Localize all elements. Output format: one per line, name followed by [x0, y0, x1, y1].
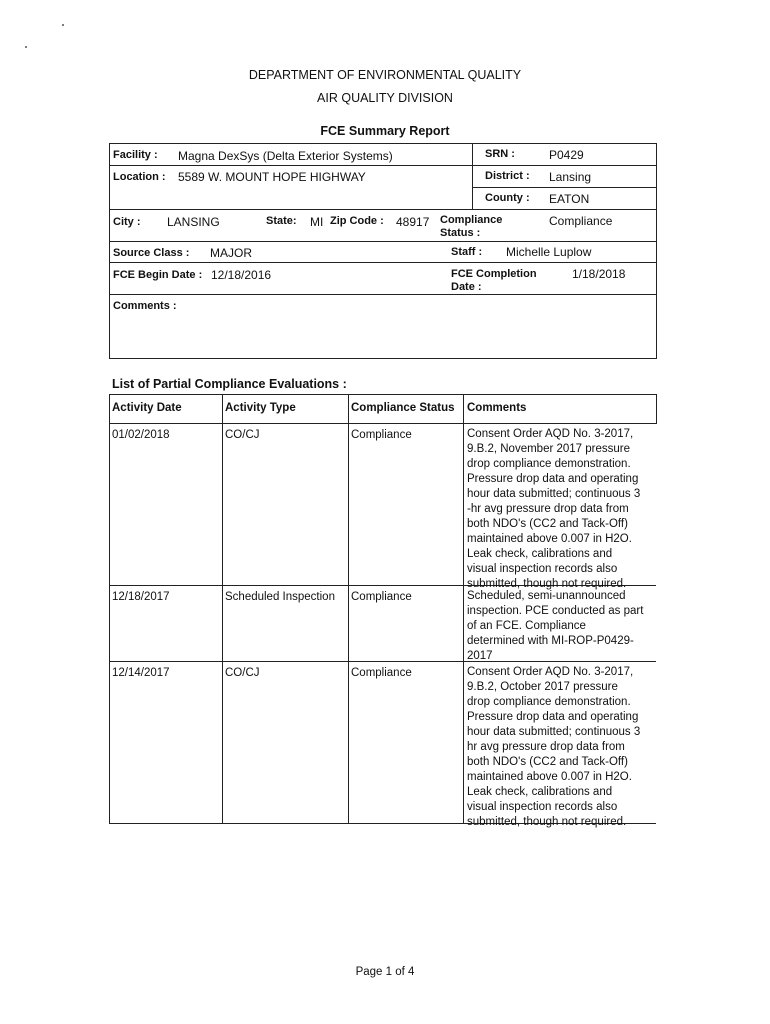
- row-2-activity-type: Scheduled Inspection: [225, 591, 335, 603]
- compliance-status-value: Compliance: [549, 214, 613, 228]
- column-header-compliance-status: Compliance Status: [351, 402, 455, 414]
- division-title: AIR QUALITY DIVISION: [317, 91, 453, 105]
- city-value: LANSING: [167, 215, 220, 229]
- source-class-label: Source Class :: [113, 247, 190, 259]
- comment-line: inspection. PCE conducted as part: [467, 605, 644, 617]
- scan-speck: [62, 24, 64, 26]
- county-label: County :: [485, 192, 530, 204]
- comment-line: hr avg pressure drop data from: [467, 741, 625, 753]
- column-header-activity-date: Activity Date: [112, 402, 182, 414]
- row-1-activity-type: CO/CJ: [225, 429, 260, 441]
- evaluations-title: List of Partial Compliance Evaluations :: [112, 377, 347, 391]
- facility-label: Facility :: [113, 149, 158, 161]
- compliance-status-label: Compliance: [440, 214, 503, 226]
- row-1-activity-date: 01/02/2018: [112, 429, 170, 441]
- zip-value: 48917: [396, 215, 430, 229]
- fce-completion-value: 1/18/2018: [572, 267, 626, 281]
- fce-begin-value: 12/18/2016: [211, 268, 272, 282]
- comment-line: of an FCE. Compliance: [467, 620, 586, 632]
- comment-line: 9.B.2, October 2017 pressure: [467, 681, 618, 693]
- scan-speck: [25, 46, 27, 48]
- staff-label: Staff :: [451, 246, 483, 258]
- row-3-compliance-status: Compliance: [351, 667, 412, 679]
- facility-value: Magna DexSys (Delta Exterior Systems): [178, 149, 393, 163]
- comment-line: visual inspection records also: [467, 563, 618, 575]
- row-2-activity-date: 12/18/2017: [112, 591, 170, 603]
- staff-value: Michelle Luplow: [506, 245, 592, 259]
- row-2-compliance-status: Compliance: [351, 591, 412, 603]
- comment-line: both NDO's (CC2 and Tack-Off): [467, 756, 628, 768]
- state-value: MI: [310, 215, 324, 229]
- comment-line: submitted, though not required.: [467, 578, 627, 590]
- fce-completion-label: FCE Completion: [451, 268, 537, 280]
- srn-value: P0429: [549, 148, 584, 162]
- comment-line: both NDO's (CC2 and Tack-Off): [467, 518, 628, 530]
- comment-line: Pressure drop data and operating: [467, 473, 639, 485]
- row-2-comments: [467, 589, 655, 664]
- comment-line: Leak check, calibrations and: [467, 786, 613, 798]
- column-header-comments: Comments: [467, 402, 527, 414]
- comment-line: submitted, though not required.: [467, 816, 627, 828]
- comment-line: drop compliance demonstration.: [467, 696, 631, 708]
- comment-line: 2017: [467, 650, 493, 662]
- row-3-activity-type: CO/CJ: [225, 667, 260, 679]
- row-3-activity-date: 12/14/2017: [112, 667, 170, 679]
- district-label: District :: [485, 170, 530, 182]
- comment-line: maintained above 0.007 in H2O.: [467, 771, 632, 783]
- comment-line: Scheduled, semi-unannounced: [467, 590, 626, 602]
- report-title: FCE Summary Report: [320, 124, 450, 138]
- comment-line: visual inspection records also: [467, 801, 618, 813]
- district-value: Lansing: [549, 170, 592, 184]
- fce-completion-label-2: Date :: [451, 281, 482, 293]
- comment-line: Leak check, calibrations and: [467, 548, 613, 560]
- state-label: State:: [266, 215, 297, 227]
- source-class-value: MAJOR: [210, 246, 252, 260]
- comment-line: maintained above 0.007 in H2O.: [467, 533, 632, 545]
- comment-line: hour data submitted; continuous 3: [467, 488, 641, 500]
- row-1-comments: [467, 427, 655, 592]
- comment-line: Consent Order AQD No. 3-2017,: [467, 666, 634, 678]
- comment-line: determined with MI-ROP-P0429-: [467, 635, 634, 647]
- location-value: 5589 W. MOUNT HOPE HIGHWAY: [178, 170, 366, 184]
- comments-label: Comments :: [113, 300, 177, 312]
- comment-line: Pressure drop data and operating: [467, 711, 639, 723]
- city-label: City :: [113, 216, 141, 228]
- srn-label: SRN :: [485, 148, 515, 160]
- column-header-activity-type: Activity Type: [225, 402, 296, 414]
- comment-line: -hr avg pressure drop data from: [467, 503, 629, 515]
- page-number: Page 1 of 4: [355, 966, 415, 978]
- zip-label: Zip Code :: [330, 215, 384, 227]
- row-3-comments: [467, 665, 655, 830]
- comment-line: drop compliance demonstration.: [467, 458, 631, 470]
- location-label: Location :: [113, 171, 166, 183]
- department-title: DEPARTMENT OF ENVIRONMENTAL QUALITY: [248, 68, 522, 82]
- county-value: EATON: [549, 192, 590, 206]
- row-1-compliance-status: Compliance: [351, 429, 412, 441]
- comment-line: 9.B.2, November 2017 pressure: [467, 443, 631, 455]
- comment-line: hour data submitted; continuous 3: [467, 726, 641, 738]
- fce-begin-label: FCE Begin Date :: [113, 269, 203, 281]
- compliance-status-label-2: Status :: [440, 227, 481, 239]
- comment-line: Consent Order AQD No. 3-2017,: [467, 428, 634, 440]
